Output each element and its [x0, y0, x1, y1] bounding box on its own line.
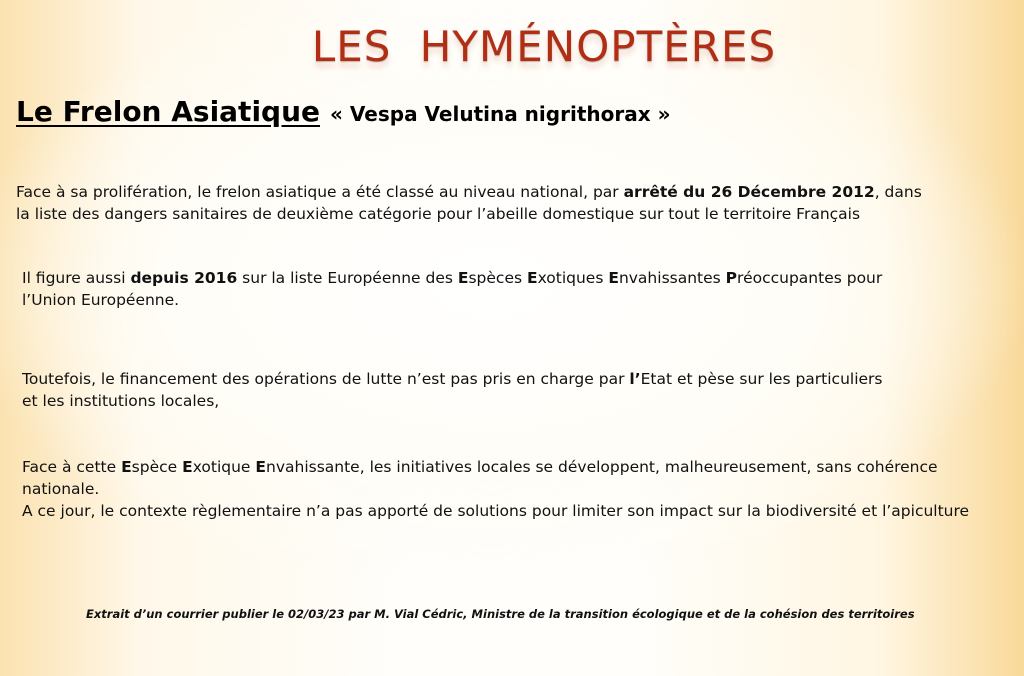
text-span: Etat et pèse sur les particuliers [640, 370, 883, 388]
bold-date: arrêté du 26 Décembre 2012 [623, 183, 875, 201]
paragraph-classification [16, 181, 922, 225]
bold-year: depuis 2016 [130, 269, 238, 287]
text-span: xotique [192, 458, 256, 476]
paragraph-line: la liste des dangers sanitaires de deuxième catégorie pour l’abeille domestique sur tout le territoire Français [16, 205, 861, 223]
bold-initial: E [608, 269, 619, 287]
paragraph-local-initiatives [22, 456, 969, 522]
text-span: , dans [874, 183, 922, 201]
paragraph-line: l’Union Européenne. [22, 291, 180, 309]
paragraph-line [22, 368, 883, 390]
bold-initial: E [526, 269, 538, 287]
paragraph-line [16, 181, 922, 203]
bold-initial: E [457, 269, 469, 287]
bold-initial: E [121, 458, 132, 476]
paragraph-line: nationale. [22, 480, 100, 498]
paragraph-line [22, 456, 969, 478]
text-span: Face à cette [22, 458, 122, 476]
text-span: nvahissante, les initiatives locales se développent, malheureusement, sans cohérence [266, 458, 938, 476]
text-span: Face à sa prolifération, le frelon asiatique a été classé au niveau national, par [16, 183, 624, 201]
text-span: Il figure aussi [22, 269, 131, 287]
paragraph-funding [22, 368, 883, 412]
main-title: LES HYMÉNOPTÈRES [311, 22, 777, 71]
paragraph-line: A ce jour, le contexte règlementaire n’a pas apporté de solutions pour limiter son impact sur la biodiversité et l’apiculture [22, 502, 970, 520]
species-common-name: Le Frelon Asiatique [16, 95, 321, 128]
species-latin-name: « Vespa Velutina nigrithorax » [330, 102, 671, 126]
paragraph-european-list [22, 267, 882, 311]
text-span: sur la liste Européenne des [237, 269, 458, 287]
text-span: Toutefois, le financement des opérations de lutte n’est pas pris en charge par [22, 370, 630, 388]
bold-article: l’ [629, 370, 641, 388]
source-footnote: Extrait d’un courrier publier le 02/03/23 par M. Vial Cédric, Ministre de la transition écologique et de la cohésion des territoires [86, 607, 915, 621]
text-span: spèces [468, 269, 527, 287]
text-span: spèce [131, 458, 183, 476]
paragraph-line [22, 267, 882, 289]
bold-initial: E [255, 458, 266, 476]
paragraph-line: et les institutions locales, [22, 392, 220, 410]
bold-initial: E [182, 458, 193, 476]
text-span: nvahissantes [618, 269, 726, 287]
subtitle [16, 95, 671, 128]
text-span: réoccupantes pour [737, 269, 883, 287]
bold-initial: P [725, 269, 738, 287]
text-span: xotiques [537, 269, 609, 287]
